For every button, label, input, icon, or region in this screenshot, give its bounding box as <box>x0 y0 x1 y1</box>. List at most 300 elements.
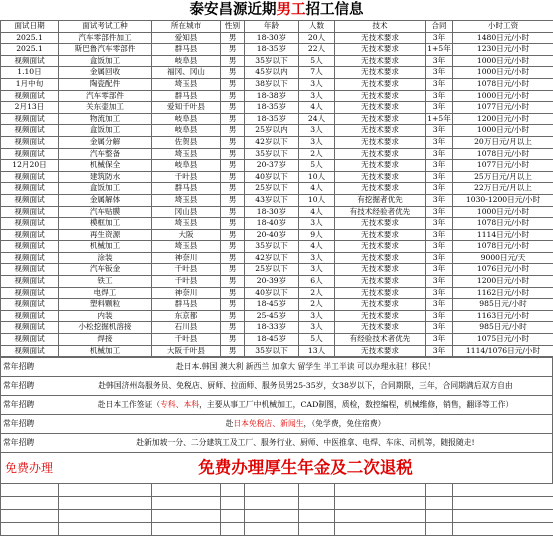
job-type-cell: 汽车钣金 <box>59 264 152 276</box>
interview-date-cell: 视频面试 <box>1 287 59 299</box>
headcount-cell: 4人 <box>299 206 335 218</box>
table-row <box>1 229 553 241</box>
city-cell: 冈山县 <box>152 206 221 218</box>
headcount-cell: 10人 <box>299 194 335 206</box>
hourly-wage-cell: 1077日元/小时 <box>453 102 553 114</box>
empty-cell <box>221 510 245 523</box>
city-cell: 佐贺县 <box>152 136 221 148</box>
column-header: 面试日期 <box>1 21 59 33</box>
skill-requirement-cell: 无技术要求 <box>335 148 426 160</box>
notes-section <box>0 357 553 483</box>
note-row <box>0 357 553 376</box>
interview-date-cell: 视频面试 <box>1 334 59 346</box>
gender-cell: 男 <box>221 183 245 195</box>
city-cell: 埼玉县 <box>152 78 221 90</box>
gender-cell: 男 <box>221 322 245 334</box>
skill-requirement-cell: 无技术要求 <box>335 136 426 148</box>
city-cell: 群马县 <box>152 90 221 102</box>
job-type-cell: 机械加工 <box>59 345 152 357</box>
hourly-wage-cell: 1114日元/小时 <box>453 229 553 241</box>
empty-cell <box>335 497 426 510</box>
city-cell: 群马县 <box>152 44 221 56</box>
contract-cell: 3年 <box>426 136 453 148</box>
empty-cell <box>299 510 335 523</box>
title-suffix: 招工信息 <box>305 1 364 18</box>
empty-cell <box>59 484 152 497</box>
note-row <box>0 395 553 414</box>
contract-cell: 3年 <box>426 229 453 241</box>
age-range-cell: 18-45岁 <box>245 299 299 311</box>
note-text: 赴日本.韩国 澳大利 新西兰 加拿大 留学生 半工半读 可以办理永驻！移民！ <box>175 362 436 372</box>
note-text: 赴韩国济州岛服务员、免税店、厨师、拉面师、服务员男25-35岁，女38岁以下，合同期限，三年，合同期满后双方自由 <box>98 381 513 391</box>
skill-requirement-cell: 无技术要求 <box>335 44 426 56</box>
headcount-cell: 5人 <box>299 334 335 346</box>
city-cell: 埼玉县 <box>152 218 221 230</box>
city-cell: 岐阜县 <box>152 113 221 125</box>
gender-cell: 男 <box>221 229 245 241</box>
contract-cell: 1+5年 <box>426 113 453 125</box>
skill-requirement-cell: 无技术要求 <box>335 90 426 102</box>
title-prefix: 泰安昌源近期 <box>189 1 277 18</box>
interview-date-cell: 视频面试 <box>1 171 59 183</box>
column-header: 年龄 <box>245 21 299 33</box>
empty-cell <box>299 523 335 536</box>
age-range-cell: 45岁以内 <box>245 67 299 79</box>
table-row <box>1 218 553 230</box>
empty-cell <box>245 484 299 497</box>
age-range-cell: 18-40岁 <box>245 218 299 230</box>
headcount-cell: 4人 <box>299 183 335 195</box>
skill-requirement-cell: 无技术要求 <box>335 218 426 230</box>
contract-cell: 3年 <box>426 218 453 230</box>
note-text-after: ，主要从事工厂中机械加工，CAD制图，质检，数控编程，机械维修，销售，翻译等工作） <box>199 400 514 410</box>
gender-cell: 男 <box>221 252 245 264</box>
headcount-cell: 3人 <box>299 322 335 334</box>
interview-date-cell: 视频面试 <box>1 136 59 148</box>
empty-cell <box>59 523 152 536</box>
city-cell: 爱知县 <box>152 32 221 44</box>
empty-cell <box>221 497 245 510</box>
interview-date-cell: 1月中旬 <box>1 78 59 90</box>
note-label: 常年招聘 <box>3 381 35 391</box>
empty-cell <box>453 484 553 497</box>
note-text-before: 赴日本工作签证（ <box>97 400 161 410</box>
age-range-cell: 20-39岁 <box>245 276 299 288</box>
hourly-wage-cell: 1078日元/小时 <box>453 218 553 230</box>
empty-row <box>1 497 553 510</box>
hourly-wage-cell: 20万日元/月以上 <box>453 136 553 148</box>
headcount-cell: 3人 <box>299 90 335 102</box>
city-cell: 石川县 <box>152 322 221 334</box>
contract-cell: 3年 <box>426 287 453 299</box>
job-type-cell: 汽车贴膜 <box>59 206 152 218</box>
banner-label: 免费办理 <box>5 461 54 476</box>
gender-cell: 男 <box>221 276 245 288</box>
contract-cell: 3年 <box>426 299 453 311</box>
age-range-cell: 18-35岁 <box>245 44 299 56</box>
skill-requirement-cell: 无技术要求 <box>335 55 426 67</box>
age-range-cell: 18-33岁 <box>245 322 299 334</box>
job-type-cell: 关东壶加工 <box>59 102 152 114</box>
table-row <box>1 194 553 206</box>
hourly-wage-cell: 9000日元/天 <box>453 252 553 264</box>
job-type-cell: 小松挖掘机溶接 <box>59 322 152 334</box>
banner-text: 免费办理厚生年金及二次退税 <box>198 458 413 478</box>
hourly-wage-cell: 1000日元/小时 <box>453 125 553 137</box>
contract-cell: 3年 <box>426 90 453 102</box>
table-row <box>1 171 553 183</box>
gender-cell: 男 <box>221 287 245 299</box>
gender-cell: 男 <box>221 55 245 67</box>
empty-grid <box>0 483 553 536</box>
table-row <box>1 276 553 288</box>
age-range-cell: 40岁以下 <box>245 287 299 299</box>
headcount-cell: 3人 <box>299 136 335 148</box>
job-type-cell: 盒饭加工 <box>59 183 152 195</box>
empty-cell <box>221 523 245 536</box>
gender-cell: 男 <box>221 241 245 253</box>
table-row <box>1 125 553 137</box>
table-row <box>1 310 553 322</box>
interview-date-cell: 视频面试 <box>1 229 59 241</box>
gender-cell: 男 <box>221 125 245 137</box>
interview-date-cell: 视频面试 <box>1 113 59 125</box>
age-range-cell: 38岁以下 <box>245 78 299 90</box>
jobs-table <box>0 20 553 357</box>
interview-date-cell: 2025.1 <box>1 32 59 44</box>
job-type-cell: 焊接 <box>59 334 152 346</box>
skill-requirement-cell: 无技术要求 <box>335 276 426 288</box>
contract-cell: 3年 <box>426 322 453 334</box>
skill-requirement-cell: 无技术要求 <box>335 264 426 276</box>
hourly-wage-cell: 1078日元/小时 <box>453 241 553 253</box>
hourly-wage-cell: 1163日元/小时 <box>453 310 553 322</box>
headcount-cell: 13人 <box>299 345 335 357</box>
age-range-cell: 20-37岁 <box>245 160 299 172</box>
table-row <box>1 32 553 44</box>
interview-date-cell: 视频面试 <box>1 206 59 218</box>
job-type-cell: 金属分解 <box>59 136 152 148</box>
table-row <box>1 113 553 125</box>
interview-date-cell: 视频面试 <box>1 90 59 102</box>
empty-cell <box>426 497 453 510</box>
hourly-wage-cell: 1078日元/小时 <box>453 148 553 160</box>
headcount-cell: 3人 <box>299 252 335 264</box>
age-range-cell: 25岁以下 <box>245 264 299 276</box>
contract-cell: 3年 <box>426 345 453 357</box>
table-row <box>1 252 553 264</box>
age-range-cell: 43岁以下 <box>245 194 299 206</box>
headcount-cell: 3人 <box>299 78 335 90</box>
empty-cell <box>245 497 299 510</box>
empty-cell <box>1 484 59 497</box>
job-type-cell: 建筑防水 <box>59 171 152 183</box>
hourly-wage-cell: 1000日元/小时 <box>453 55 553 67</box>
empty-cell <box>299 497 335 510</box>
job-type-cell: 机械保全 <box>59 160 152 172</box>
age-range-cell: 18-38岁 <box>245 90 299 102</box>
contract-cell: 3年 <box>426 206 453 218</box>
job-type-cell: 塑料颗粒 <box>59 299 152 311</box>
skill-requirement-cell: 无技术要求 <box>335 322 426 334</box>
skill-requirement-cell: 无技术要求 <box>335 113 426 125</box>
job-type-cell: 汽车零部件加工 <box>59 32 152 44</box>
column-header: 性别 <box>221 21 245 33</box>
age-range-cell: 18-30岁 <box>245 32 299 44</box>
headcount-cell: 4人 <box>299 241 335 253</box>
city-cell: 岐阜县 <box>152 160 221 172</box>
skill-requirement-cell: 有经验技术者优先 <box>335 334 426 346</box>
interview-date-cell: 12月20日 <box>1 160 59 172</box>
interview-date-cell: 视频面试 <box>1 310 59 322</box>
skill-requirement-cell: 有技术经验者优先 <box>335 206 426 218</box>
interview-date-cell: 视频面试 <box>1 264 59 276</box>
interview-date-cell: 视频面试 <box>1 299 59 311</box>
contract-cell: 3年 <box>426 160 453 172</box>
age-range-cell: 18-45岁 <box>245 334 299 346</box>
skill-requirement-cell: 无技术要求 <box>335 171 426 183</box>
hourly-wage-cell: 985日元/小时 <box>453 299 553 311</box>
contract-cell: 3年 <box>426 194 453 206</box>
headcount-cell: 2人 <box>299 299 335 311</box>
city-cell: 爱知千叶县 <box>152 102 221 114</box>
empty-cell <box>59 510 152 523</box>
column-header: 合同 <box>426 21 453 33</box>
age-range-cell: 42岁以下 <box>245 252 299 264</box>
empty-cell <box>453 497 553 510</box>
table-row <box>1 345 553 357</box>
skill-requirement-cell: 无技术要求 <box>335 125 426 137</box>
note-row <box>0 433 553 452</box>
contract-cell: 3年 <box>426 183 453 195</box>
note-label: 常年招聘 <box>3 400 35 410</box>
job-type-cell: 再生资源 <box>59 229 152 241</box>
contract-cell: 3年 <box>426 264 453 276</box>
gender-cell: 男 <box>221 32 245 44</box>
hourly-wage-cell: 1480日元/小时 <box>453 32 553 44</box>
hourly-wage-cell: 1000日元/小时 <box>453 90 553 102</box>
table-row <box>1 148 553 160</box>
gender-cell: 男 <box>221 44 245 56</box>
empty-cell <box>152 484 221 497</box>
table-row <box>1 90 553 102</box>
job-type-cell: 铁工 <box>59 276 152 288</box>
hourly-wage-cell: 1200日元/小时 <box>453 276 553 288</box>
contract-cell: 3年 <box>426 276 453 288</box>
note-text: 赴新加坡一分、二分建筑工及工厂、服务行业、厨师、中医推拿、电焊、车床、司机等，随报随走! <box>136 438 475 448</box>
empty-cell <box>152 497 221 510</box>
hourly-wage-cell: 22万日元/月以上 <box>453 183 553 195</box>
headcount-cell: 3人 <box>299 310 335 322</box>
note-text <box>61 396 550 414</box>
headcount-cell: 5人 <box>299 55 335 67</box>
job-type-cell: 陶瓷配件 <box>59 78 152 90</box>
table-row <box>1 241 553 253</box>
city-cell: 千叶县 <box>152 171 221 183</box>
sheet-title <box>0 0 553 20</box>
empty-cell <box>453 523 553 536</box>
table-row <box>1 44 553 56</box>
empty-cell <box>245 510 299 523</box>
empty-cell <box>335 523 426 536</box>
interview-date-cell: 视频面试 <box>1 194 59 206</box>
table-row <box>1 287 553 299</box>
table-row <box>1 102 553 114</box>
city-cell: 千叶县 <box>152 264 221 276</box>
gender-cell: 男 <box>221 113 245 125</box>
gender-cell: 男 <box>221 136 245 148</box>
city-cell: 埼玉县 <box>152 194 221 206</box>
hourly-wage-cell: 1162日元/小时 <box>453 287 553 299</box>
headcount-cell: 2人 <box>299 287 335 299</box>
gender-cell: 男 <box>221 345 245 357</box>
skill-requirement-cell: 有挖掘者优先 <box>335 194 426 206</box>
headcount-cell: 9人 <box>299 229 335 241</box>
city-cell: 埼玉县 <box>152 241 221 253</box>
empty-row <box>1 510 553 523</box>
headcount-cell: 20人 <box>299 32 335 44</box>
note-label: 常年招聘 <box>3 419 35 429</box>
skill-requirement-cell: 无技术要求 <box>335 183 426 195</box>
gender-cell: 男 <box>221 310 245 322</box>
contract-cell: 3年 <box>426 252 453 264</box>
job-type-cell: 斯巴鲁汽车零部件 <box>59 44 152 56</box>
city-cell: 群马县 <box>152 299 221 311</box>
headcount-cell: 6人 <box>299 276 335 288</box>
empty-cell <box>152 510 221 523</box>
city-cell: 东京都 <box>152 310 221 322</box>
job-type-cell: 内装 <box>59 310 152 322</box>
header-row <box>1 21 553 33</box>
table-row <box>1 67 553 79</box>
job-type-cell: 金属解体 <box>59 194 152 206</box>
empty-cell <box>335 510 426 523</box>
gender-cell: 男 <box>221 194 245 206</box>
empty-cell <box>221 484 245 497</box>
title-highlight: 男工 <box>276 1 306 18</box>
contract-cell: 3年 <box>426 32 453 44</box>
skill-requirement-cell: 无技术要求 <box>335 241 426 253</box>
table-row <box>1 78 553 90</box>
job-type-cell: 模框加工 <box>59 218 152 230</box>
skill-requirement-cell: 无技术要求 <box>335 229 426 241</box>
age-range-cell: 18-35岁 <box>245 102 299 114</box>
empty-cell <box>152 523 221 536</box>
empty-cell <box>1 523 59 536</box>
city-cell: 千叶县 <box>152 334 221 346</box>
city-cell: 福冈、冈山 <box>152 67 221 79</box>
contract-cell: 3年 <box>426 310 453 322</box>
hourly-wage-cell: 1075日元/小时 <box>453 334 553 346</box>
headcount-cell: 2人 <box>299 148 335 160</box>
gender-cell: 男 <box>221 299 245 311</box>
gender-cell: 男 <box>221 78 245 90</box>
headcount-cell: 10人 <box>299 171 335 183</box>
table-row <box>1 160 553 172</box>
empty-cell <box>335 484 426 497</box>
contract-cell: 3年 <box>426 148 453 160</box>
interview-date-cell: 视频面试 <box>1 218 59 230</box>
city-cell: 埼玉县 <box>152 148 221 160</box>
job-type-cell: 汽车零部件 <box>59 90 152 102</box>
headcount-cell: 22人 <box>299 44 335 56</box>
interview-date-cell: 1.10日 <box>1 67 59 79</box>
skill-requirement-cell: 无技术要求 <box>335 67 426 79</box>
age-range-cell: 25岁以下 <box>245 183 299 195</box>
column-header: 小时工资 <box>453 21 553 33</box>
city-cell: 岐阜县 <box>152 125 221 137</box>
age-range-cell: 20-40岁 <box>245 229 299 241</box>
gender-cell: 男 <box>221 148 245 160</box>
skill-requirement-cell: 无技术要求 <box>335 252 426 264</box>
job-type-cell: 盒饭加工 <box>59 55 152 67</box>
headcount-cell: 5人 <box>299 160 335 172</box>
empty-cell <box>426 510 453 523</box>
headcount-cell: 4人 <box>299 102 335 114</box>
hourly-wage-cell: 1030-1200日元/小时 <box>453 194 553 206</box>
column-header: 面试考试工种 <box>59 21 152 33</box>
age-range-cell: 18-35岁 <box>245 113 299 125</box>
contract-cell: 3年 <box>426 78 453 90</box>
table-row <box>1 299 553 311</box>
note-row <box>0 414 553 433</box>
headcount-cell: 3人 <box>299 218 335 230</box>
age-range-cell: 25-45岁 <box>245 310 299 322</box>
city-cell: 群马县 <box>152 183 221 195</box>
contract-cell: 1+5年 <box>426 44 453 56</box>
gender-cell: 男 <box>221 334 245 346</box>
hourly-wage-cell: 1078日元/小时 <box>453 78 553 90</box>
column-header: 所在城市 <box>152 21 221 33</box>
headcount-cell: 7人 <box>299 67 335 79</box>
contract-cell: 3年 <box>426 171 453 183</box>
interview-date-cell: 视频面试 <box>1 148 59 160</box>
gender-cell: 男 <box>221 102 245 114</box>
note-label: 常年招聘 <box>3 362 35 372</box>
note-text-highlight: 日本免税店、新闻生 <box>233 419 304 429</box>
hourly-wage-cell: 1230日元/小时 <box>453 44 553 56</box>
interview-date-cell: 视频面试 <box>1 125 59 137</box>
job-type-cell: 涂装 <box>59 252 152 264</box>
table-row <box>1 264 553 276</box>
note-text-highlight: 专科、本科 <box>160 400 200 410</box>
gender-cell: 男 <box>221 160 245 172</box>
interview-date-cell: 视频面试 <box>1 345 59 357</box>
age-range-cell: 42岁以下 <box>245 136 299 148</box>
city-cell: 岐阜县 <box>152 55 221 67</box>
city-cell: 神奈川 <box>152 252 221 264</box>
hourly-wage-cell: 1077日元/小时 <box>453 160 553 172</box>
note-label: 常年招聘 <box>3 438 35 448</box>
gender-cell: 男 <box>221 67 245 79</box>
skill-requirement-cell: 无技术要求 <box>335 287 426 299</box>
table-row <box>1 55 553 67</box>
job-type-cell: 电焊工 <box>59 287 152 299</box>
age-range-cell: 25岁以内 <box>245 125 299 137</box>
skill-requirement-cell: 无技术要求 <box>335 102 426 114</box>
gender-cell: 男 <box>221 171 245 183</box>
table-row <box>1 136 553 148</box>
note-row <box>0 376 553 395</box>
skill-requirement-cell: 无技术要求 <box>335 78 426 90</box>
skill-requirement-cell: 无技术要求 <box>335 32 426 44</box>
empty-cell <box>245 523 299 536</box>
skill-requirement-cell: 无技术要求 <box>335 160 426 172</box>
hourly-wage-cell: 1200日元/小时 <box>453 113 553 125</box>
job-type-cell: 物流加工 <box>59 113 152 125</box>
job-type-cell: 金属回收 <box>59 67 152 79</box>
interview-date-cell: 2025.1 <box>1 44 59 56</box>
